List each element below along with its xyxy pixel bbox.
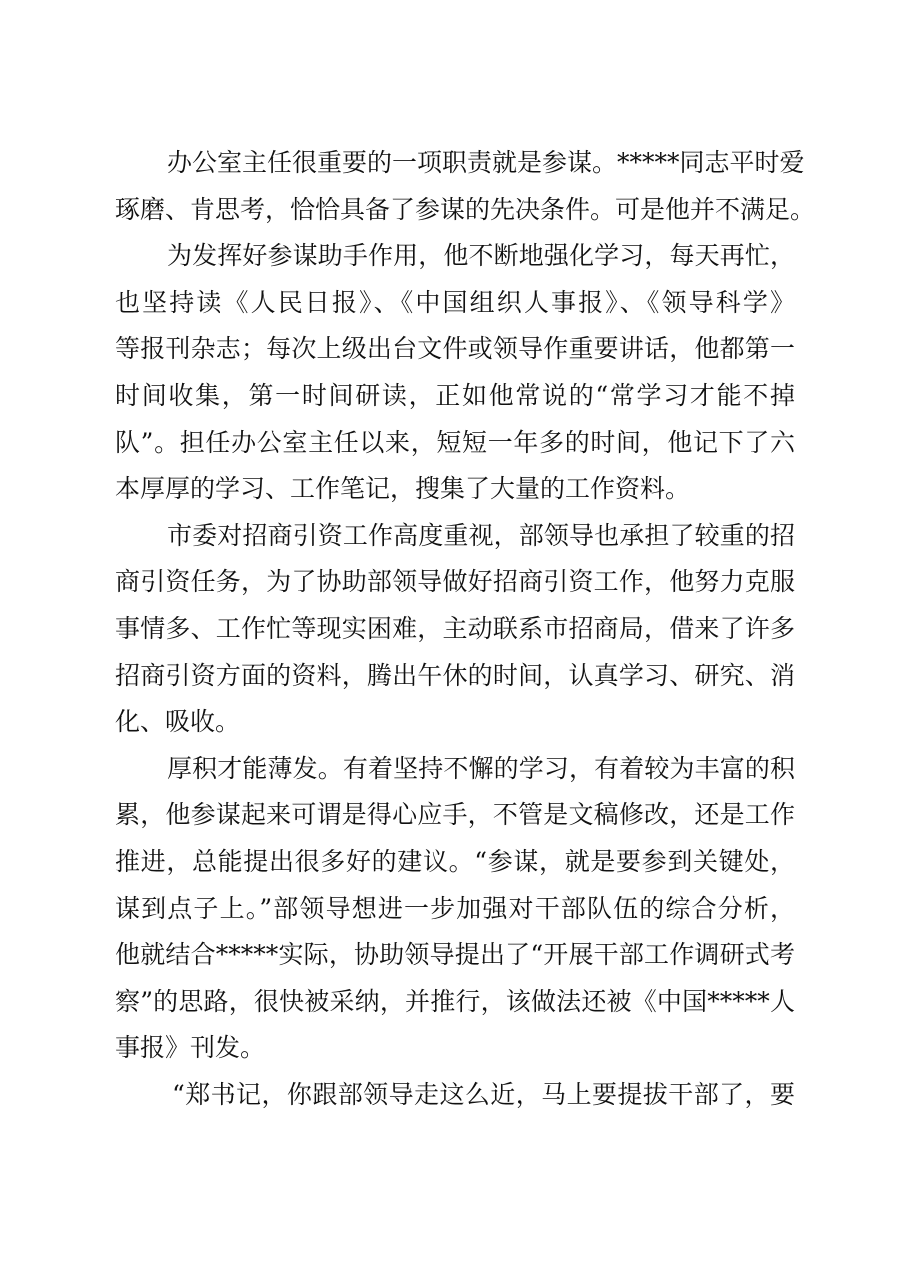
text-line: “郑书记，你跟部领导走这么近，马上要提拔干部了，要 xyxy=(172,1079,795,1109)
text-line: 为发挥好参谋助手作用，他不断地强化学习，每天再忙， xyxy=(167,241,795,271)
text-line: 他就结合*****实际，协助领导提出了“开展干部工作调研式考 xyxy=(115,940,795,970)
text-line: 厚积才能薄发。有着坚持不懈的学习，有着较为丰富的积 xyxy=(167,753,795,783)
text-line: 本厚厚的学习、工作笔记，搜集了大量的工作资料。 xyxy=(115,474,691,504)
text-line: 时间收集，第一时间研读，正如他常说的“常学习才能不掉 xyxy=(115,380,795,410)
text-line: 市委对招商引资工作高度重视，部领导也承担了较重的招 xyxy=(167,520,795,550)
text-line: 等报刊杂志；每次上级出台文件或领导作重要讲话，他都第一 xyxy=(115,334,795,364)
article-body xyxy=(115,140,816,1118)
text-line: 推进，总能提出很多好的建议。“参谋，就是要参到关键处， xyxy=(115,846,795,876)
text-line: 累，他参谋起来可谓是得心应手，不管是文稿修改，还是工作 xyxy=(115,800,795,830)
text-line: 队”。担任办公室主任以来，短短一年多的时间，他记下了六 xyxy=(115,427,795,457)
text-line: 办公室主任很重要的一项职责就是参谋。*****同志平时爱 xyxy=(167,148,805,177)
text-line: 琢磨、肯思考，恰恰具备了参谋的先决条件。可是他并不满足。 xyxy=(115,194,816,224)
text-line: 事情多、工作忙等现实困难，主动联系市招商局，借来了许多 xyxy=(115,613,795,643)
text-line: 商引资任务，为了协助部领导做好招商引资工作，他努力克服 xyxy=(115,567,795,597)
text-line: 事报》刊发。 xyxy=(115,1033,266,1063)
text-line: 招商引资方面的资料，腾出午休的时间，认真学习、研究、消 xyxy=(115,660,795,690)
text-line: 察”的思路，很快被采纳，并推行，该做法还被《中国*****人 xyxy=(115,986,795,1016)
text-line: 谋到点子上。”部领导想进一步加强对干部队伍的综合分析， xyxy=(115,893,795,923)
text-line: 也坚持读《人民日报》、《中国组织人事报》、《领导科学》 xyxy=(115,287,795,317)
text-line: 化、吸收。 xyxy=(115,707,241,737)
